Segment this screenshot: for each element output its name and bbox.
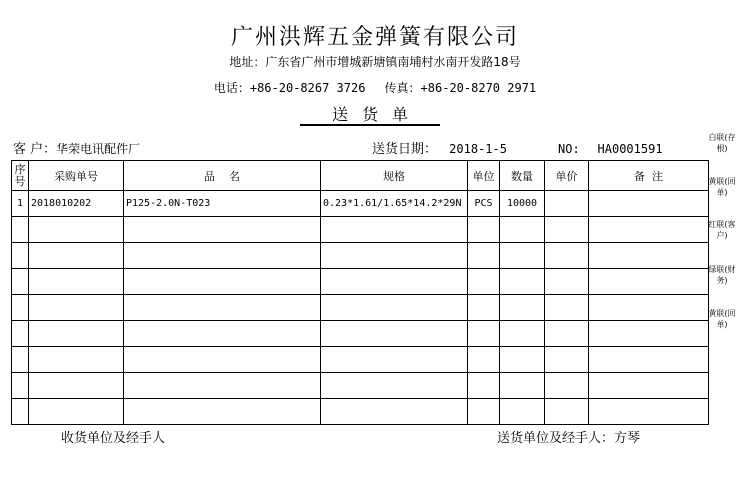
header-unit: 单位 [468,161,500,191]
cell-unit-price [545,347,589,373]
cell-unit-price [545,295,589,321]
cell-unit [468,217,500,243]
cell-product-name [124,295,321,321]
header-spec: 规格 [321,161,468,191]
copy-note-green: 绿联(财务) [708,265,736,285]
cell-seq [12,321,29,347]
table-row [12,321,709,347]
table-row [12,373,709,399]
table-row [12,399,709,425]
table-row [12,191,709,217]
cell-remark [589,269,709,295]
cell-unit [468,373,500,399]
cell-unit-price [545,399,589,425]
cell-product-name [124,217,321,243]
cell-quantity: 10000 [500,191,545,217]
table-row [12,217,709,243]
cell-product-name [124,321,321,347]
header-quantity: 数量 [500,161,545,191]
cell-po-number [29,321,124,347]
cell-seq [12,243,29,269]
cell-unit [468,321,500,347]
cell-seq [12,399,29,425]
customer-field [13,138,140,157]
copy-note-red: 红联(客户) [708,220,736,240]
cell-remark [589,191,709,217]
copy-note-yellow: 黄联(回单) [708,177,736,197]
phone-label: 电话： [213,81,250,95]
delivery-date-label: 送货日期： [372,142,438,157]
header-po-number: 采购单号 [29,161,124,191]
cell-unit-price [545,191,589,217]
header-seq: 序号 [12,161,29,191]
cell-spec [321,321,468,347]
cell-spec [321,399,468,425]
cell-seq [12,347,29,373]
cell-remark [589,321,709,347]
cell-unit: PCS [468,191,500,217]
cell-remark [589,373,709,399]
document-number: HA0001591 [597,142,663,156]
sender-signature-label: 送货单位及经手人： [497,431,615,446]
cell-seq: 1 [12,191,29,217]
cell-spec [321,373,468,399]
cell-remark [589,295,709,321]
cell-spec [321,347,468,373]
cell-unit-price [545,217,589,243]
cell-quantity [500,217,545,243]
cell-product-name: P125-2.0N-T023 [124,191,321,217]
phone-number: +86-20-8267 3726 [249,81,366,95]
cell-unit [468,269,500,295]
cell-po-number [29,295,124,321]
table-header-row [12,161,709,191]
cell-po-number [29,399,124,425]
cell-remark [589,217,709,243]
cell-unit-price [545,321,589,347]
cell-product-name [124,243,321,269]
cell-po-number [29,217,124,243]
cell-product-name [124,373,321,399]
delivery-date-field [372,138,507,157]
cell-po-number [29,269,124,295]
cell-po-number [29,347,124,373]
customer-name: 华荣电讯配件厂 [56,142,141,156]
cell-unit-price [545,269,589,295]
header-unit-price: 单价 [545,161,589,191]
cell-spec [321,217,468,243]
cell-quantity [500,347,545,373]
document-type-title: 送货单 [331,105,422,124]
cell-quantity [500,269,545,295]
sender-signature [497,427,640,446]
cell-po-number [29,243,124,269]
cell-unit [468,347,500,373]
cell-product-name [124,269,321,295]
delivery-items-table [11,160,709,425]
cell-seq [12,373,29,399]
cell-spec [321,269,468,295]
cell-po-number [29,373,124,399]
contact-line [0,79,750,96]
cell-unit [468,295,500,321]
cell-unit [468,243,500,269]
fax-label: 传真： [384,81,421,95]
cell-remark [589,347,709,373]
table-row [12,269,709,295]
header-product-name: 品 名 [124,161,321,191]
cell-spec [321,295,468,321]
cell-seq [12,269,29,295]
cell-po-number: 2018010202 [29,191,124,217]
delivery-date: 2018-1-5 [449,142,507,156]
company-title: 广州洪辉五金弹簧有限公司 [230,25,519,50]
cell-remark [589,399,709,425]
cell-quantity [500,321,545,347]
customer-label: 客 户： [13,142,57,157]
cell-quantity [500,243,545,269]
cell-quantity [500,295,545,321]
title-underline [300,124,440,126]
table-row [12,295,709,321]
cell-seq [12,217,29,243]
copy-note-yellow-2: 黄联(回单) [708,309,736,329]
cell-unit [468,399,500,425]
cell-seq [12,295,29,321]
table-row [12,243,709,269]
cell-quantity [500,373,545,399]
cell-unit-price [545,373,589,399]
header-remark: 备 注 [589,161,709,191]
cell-product-name [124,347,321,373]
cell-product-name [124,399,321,425]
company-address: 地址：广东省广州市增城新塘镇南埔村水南开发路18号 [229,55,521,69]
cell-quantity [500,399,545,425]
cell-unit-price [545,243,589,269]
copy-note-white: 白联(存根) [708,133,736,153]
sender-name: 方琴 [614,431,641,446]
cell-spec: 0.23*1.61/1.65*14.2*29N [321,191,468,217]
table-row [12,347,709,373]
cell-remark [589,243,709,269]
cell-spec [321,243,468,269]
receiver-signature-label: 收货单位及经手人 [61,431,166,446]
document-number-field [558,142,663,156]
fax-number: +86-20-8270 2971 [420,81,537,95]
document-number-label: NO: [558,142,580,156]
